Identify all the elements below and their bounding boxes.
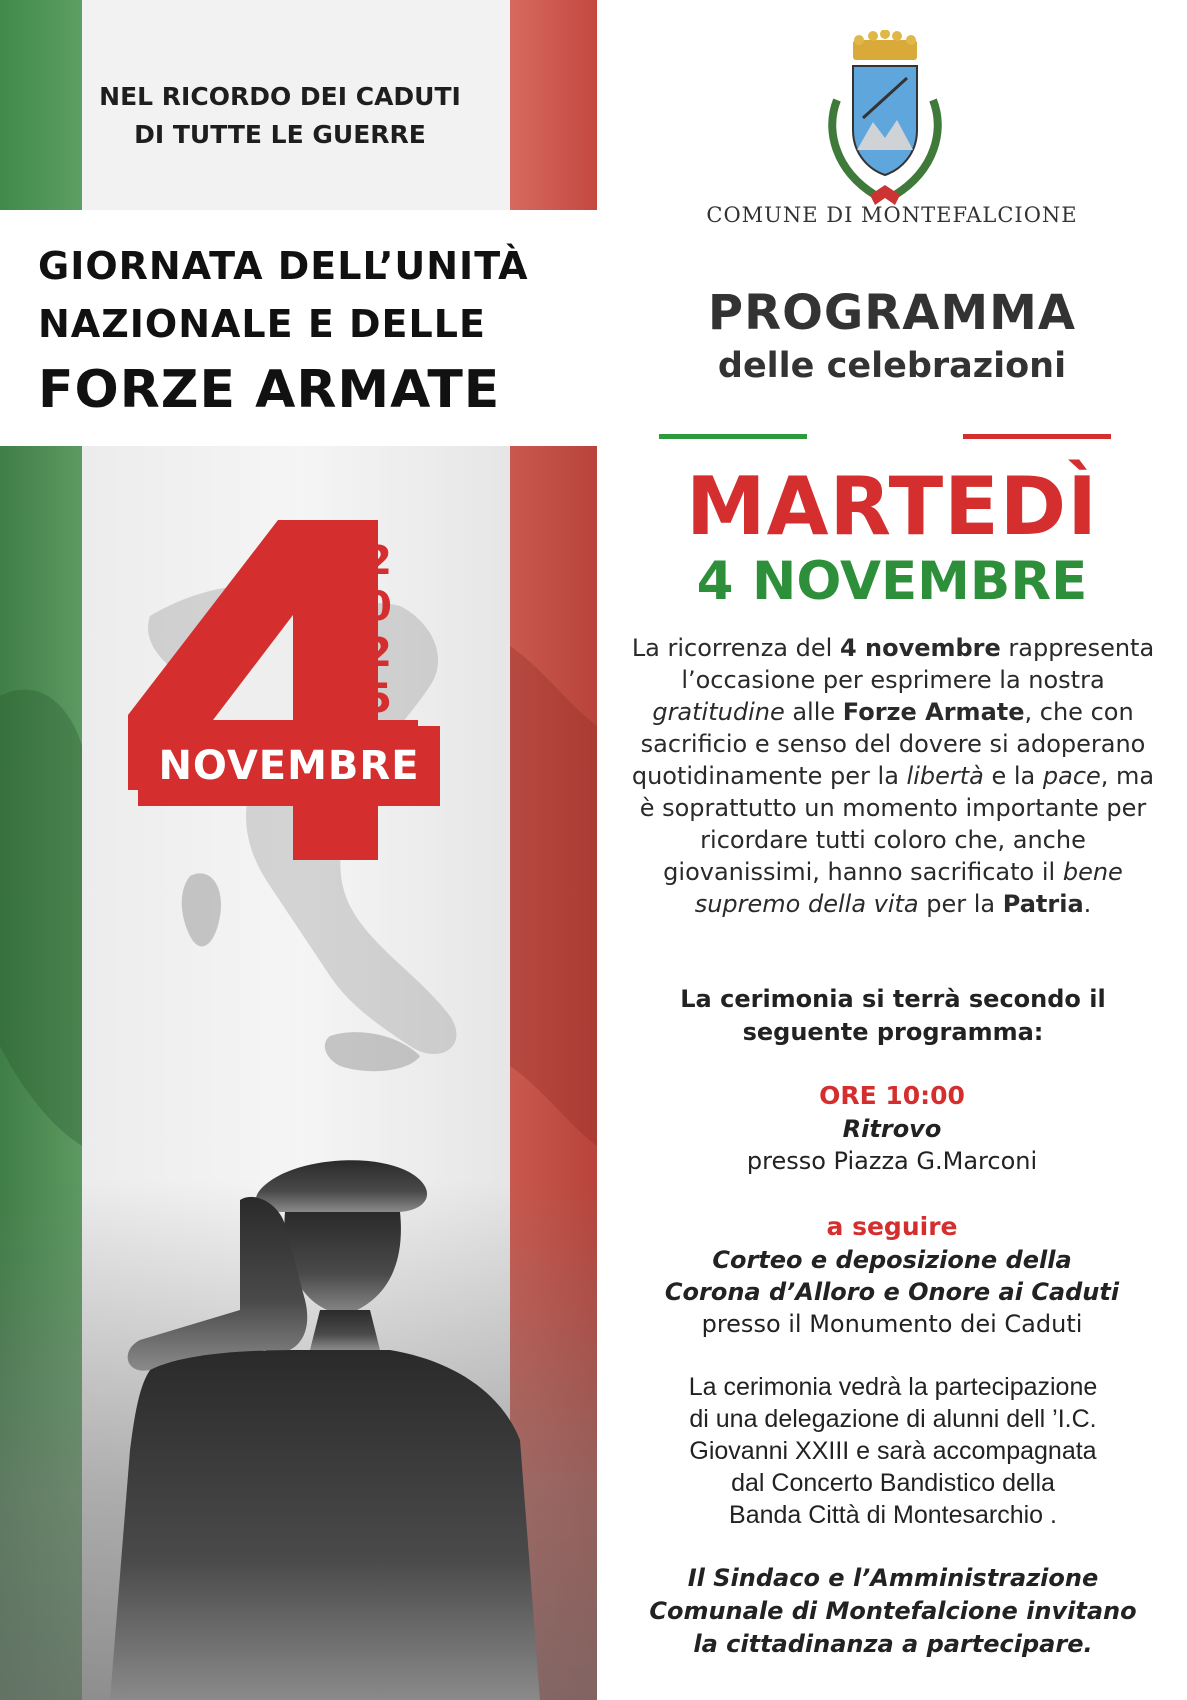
invitation-line: Il Sindaco e l’Amministrazione bbox=[687, 1564, 1099, 1592]
right-program-panel bbox=[597, 0, 1187, 1700]
body-bold-span: Forze Armate bbox=[842, 698, 1025, 726]
main-title-line-1: GIORNATA DELL’UNITÀ bbox=[38, 244, 529, 288]
event-date: 4 NOVEMBRE bbox=[696, 551, 1088, 612]
follow-label: a seguire bbox=[826, 1212, 958, 1241]
ceremony-intro bbox=[625, 983, 1161, 1049]
procession-title bbox=[597, 1244, 1187, 1308]
year-digit: 2 bbox=[364, 630, 392, 676]
event-day: MARTEDÌ bbox=[686, 460, 1098, 553]
year-digits bbox=[358, 538, 398, 722]
procession-place: presso il Monumento dei Caduti bbox=[701, 1310, 1083, 1338]
body-bold-span: 4 novembre bbox=[839, 634, 1001, 662]
program-subtitle: delle celebrazioni bbox=[717, 346, 1067, 386]
saluting-soldier-silhouette-icon bbox=[90, 1150, 560, 1700]
green-divider bbox=[659, 434, 807, 439]
body-italic-span: bene supremo della vita bbox=[694, 858, 1123, 918]
body-bold-span: Patria bbox=[1002, 890, 1084, 918]
participation-line: dal Concerto Bandistico della bbox=[731, 1469, 1055, 1497]
participation-line: di una delegazione di alunni dell ’I.C. bbox=[689, 1405, 1097, 1433]
body-text-span: . bbox=[1083, 890, 1092, 918]
gathering-title: Ritrovo bbox=[842, 1115, 942, 1143]
program-title: PROGRAMMA bbox=[707, 285, 1077, 341]
participation-line: Banda Città di Montesarchio . bbox=[729, 1501, 1057, 1529]
mayor-invitation bbox=[625, 1562, 1161, 1661]
remembrance-line-2: DI TUTTE LE GUERRE bbox=[134, 120, 426, 149]
procession-line-2: Corona d’Alloro e Onore ai Caduti bbox=[664, 1278, 1120, 1306]
main-title-line-3: FORZE ARMATE bbox=[38, 360, 501, 420]
intro-paragraph bbox=[625, 632, 1161, 920]
municipality-name: COMUNE DI MONTEFALCIONE bbox=[706, 203, 1078, 227]
procession-line-1: Corteo e deposizione della bbox=[712, 1246, 1072, 1274]
remembrance-caption bbox=[90, 78, 470, 154]
body-text-span: per la bbox=[918, 890, 1003, 918]
main-title-line-2: NAZIONALE E DELLE bbox=[38, 302, 486, 346]
year-digit: 2 bbox=[364, 538, 392, 584]
body-text-span: rappresenta l’occasione per esprimere la nostra bbox=[681, 634, 1155, 694]
november-label: NOVEMBRE bbox=[138, 726, 440, 806]
event-time: ORE 10:00 bbox=[819, 1081, 965, 1110]
municipal-crest-icon bbox=[815, 30, 955, 210]
body-italic-span: libertà bbox=[906, 762, 984, 790]
body-text-span: alle bbox=[784, 698, 843, 726]
gathering-place: presso Piazza G.Marconi bbox=[746, 1147, 1038, 1175]
ceremony-intro-line-1: La cerimonia si terrà secondo il bbox=[680, 985, 1106, 1013]
remembrance-line-1: NEL RICORDO DEI CADUTI bbox=[99, 82, 461, 111]
year-digit: 5 bbox=[364, 676, 392, 722]
body-italic-span: gratitudine bbox=[652, 698, 785, 726]
invitation-line: Comunale di Montefalcione invitano bbox=[649, 1597, 1137, 1625]
red-divider bbox=[963, 434, 1111, 439]
body-text-span: La ricorrenza del bbox=[631, 634, 840, 662]
body-text-span: e la bbox=[983, 762, 1043, 790]
main-title-block bbox=[0, 210, 597, 446]
invitation-line: la cittadinanza a partecipare. bbox=[693, 1630, 1093, 1658]
year-digit: 0 bbox=[364, 584, 392, 630]
ceremony-intro-line-2: seguente programma: bbox=[742, 1018, 1044, 1046]
body-italic-span: pace bbox=[1042, 762, 1101, 790]
participation-line: Giovanni XXIII e sarà accompagnata bbox=[689, 1437, 1097, 1465]
participation-line: La cerimonia vedrà la partecipazione bbox=[688, 1373, 1098, 1401]
participation-paragraph bbox=[625, 1371, 1161, 1531]
body-text-span: , ma è soprattutto un momento importante per ricordare tutti coloro che, anche giovanissimi, hanno sacrificato il bbox=[639, 762, 1155, 886]
body-text-span: , che con sacrificio e senso del dovere si adoperano quotidinamente per la bbox=[631, 698, 1146, 790]
